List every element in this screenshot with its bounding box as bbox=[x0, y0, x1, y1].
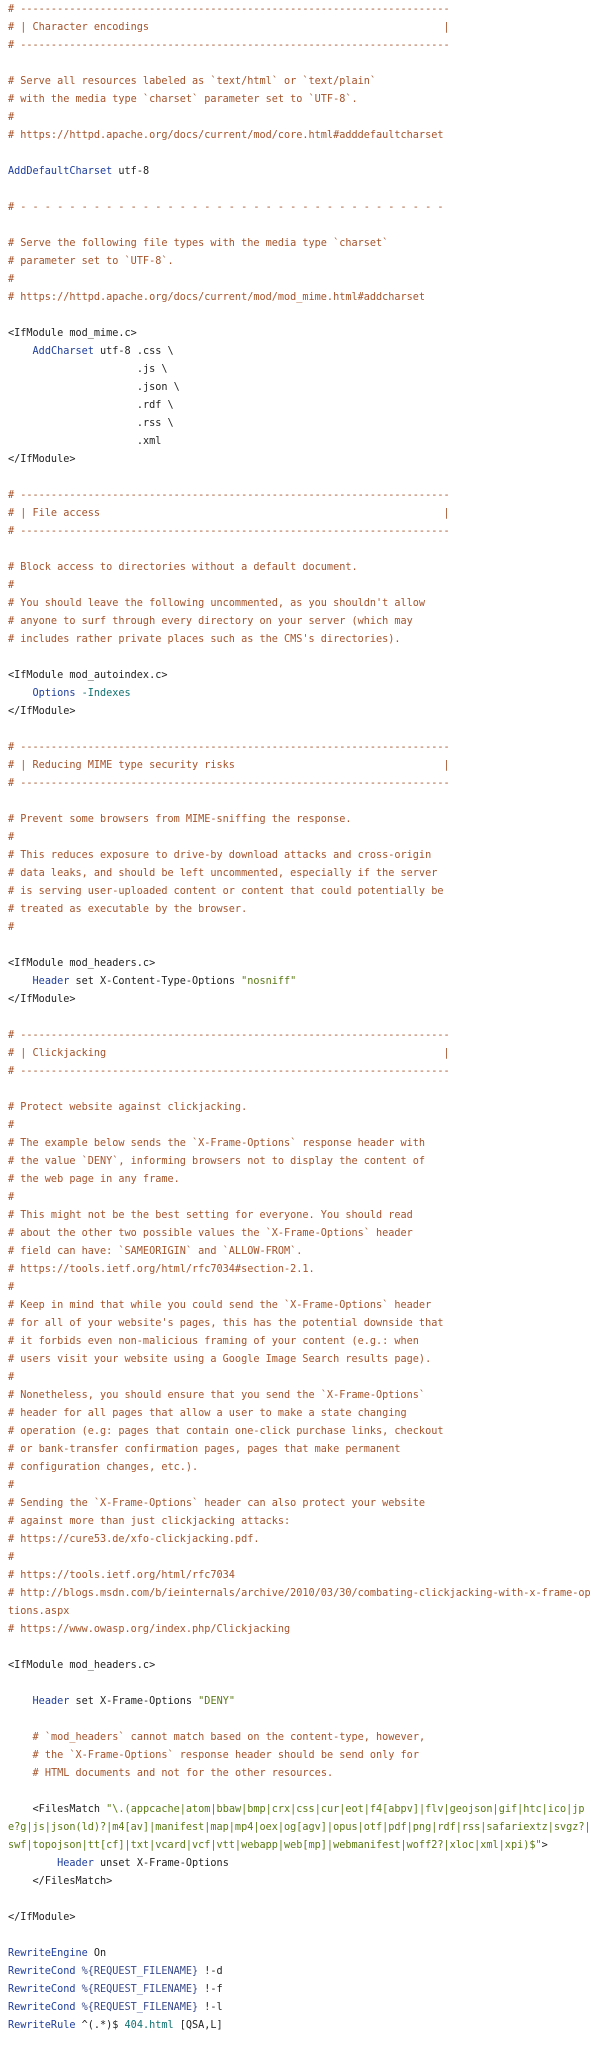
comment-line: # https://httpd.apache.org/docs/current/mod/mod_mime.html#addcharset bbox=[8, 292, 426, 303]
directive-keyword: RewriteCond bbox=[8, 2002, 76, 2013]
code-line bbox=[8, 1729, 592, 1747]
code-line bbox=[8, 541, 592, 559]
code-text: .js \ bbox=[8, 364, 168, 375]
directive-args: set X-Frame-Options bbox=[69, 1696, 199, 1707]
directive-value: %{REQUEST_FILENAME} bbox=[81, 1966, 199, 1977]
code-line bbox=[8, 1, 592, 19]
section-header: # ---------------------------------------------------------------------- bbox=[8, 778, 450, 789]
comment-line: # This might not be the best setting for everyone. You should read bbox=[8, 1210, 413, 1221]
directive-tail: !-l bbox=[198, 2002, 223, 2013]
code-line bbox=[8, 973, 592, 991]
section-header: # | File access | bbox=[8, 508, 450, 519]
section-header: # ---------------------------------------------------------------------- bbox=[8, 742, 450, 753]
code-line bbox=[8, 667, 592, 685]
code-line bbox=[8, 757, 592, 775]
directive-args: utf-8 bbox=[112, 166, 150, 177]
code-line bbox=[8, 1027, 592, 1045]
code-line bbox=[8, 811, 592, 829]
directive-keyword: Options bbox=[32, 688, 76, 699]
directive-args: On bbox=[87, 1948, 107, 1959]
comment-line: # field can have: `SAMEORIGIN` and `ALLOW-FROM`. bbox=[8, 1246, 303, 1257]
section-header: # | Reducing MIME type security risks | bbox=[8, 760, 450, 771]
code-line bbox=[8, 649, 592, 667]
code-line bbox=[8, 1243, 592, 1261]
directive-keyword: AddCharset bbox=[32, 346, 94, 357]
code-line bbox=[8, 55, 592, 73]
code-indent bbox=[8, 976, 33, 987]
section-header: # ---------------------------------------------------------------------- bbox=[8, 40, 450, 51]
code-line bbox=[8, 1369, 592, 1387]
code-line bbox=[8, 1585, 592, 1621]
code-line bbox=[8, 451, 592, 469]
module-tag: </FilesMatch> bbox=[8, 1876, 113, 1887]
code-line bbox=[8, 271, 592, 289]
section-header: # ---------------------------------------------------------------------- bbox=[8, 490, 450, 501]
code-line bbox=[8, 703, 592, 721]
comment-line: # Serve the following file types with the media type `charset` bbox=[8, 238, 389, 249]
directive-keyword: Header bbox=[57, 1858, 94, 1869]
code-line bbox=[8, 901, 592, 919]
directive-args: ^(.*)$ bbox=[75, 2020, 125, 2031]
code-line bbox=[8, 109, 592, 127]
code-line bbox=[8, 1333, 592, 1351]
code-line bbox=[8, 1549, 592, 1567]
code-line bbox=[8, 1045, 592, 1063]
code-line bbox=[8, 2017, 592, 2035]
code-line bbox=[8, 1639, 592, 1657]
code-line bbox=[8, 343, 592, 361]
comment-line: # This reduces exposure to drive-by download attacks and cross-origin bbox=[8, 850, 432, 861]
code-line bbox=[8, 793, 592, 811]
code-line bbox=[8, 1153, 592, 1171]
code-text: .json \ bbox=[8, 382, 180, 393]
code-indent bbox=[8, 346, 33, 357]
code-line bbox=[8, 1945, 592, 1963]
code-line bbox=[8, 127, 592, 145]
comment-line: # bbox=[8, 922, 15, 933]
comment-line: # Protect website against clickjacking. bbox=[8, 1102, 248, 1113]
code-line bbox=[8, 145, 592, 163]
code-text: .xml bbox=[8, 436, 162, 447]
module-tag: <IfModule mod_headers.c> bbox=[8, 1660, 156, 1671]
code-line bbox=[8, 1009, 592, 1027]
code-line bbox=[8, 1693, 592, 1711]
code-indent bbox=[8, 1696, 33, 1707]
code-line bbox=[8, 559, 592, 577]
comment-line: # You should leave the following uncommented, as you shouldn't allow bbox=[8, 598, 426, 609]
directive-args: utf-8 .css \ bbox=[93, 346, 174, 357]
code-line bbox=[8, 1351, 592, 1369]
directive-tail: [QSA,L] bbox=[173, 2020, 223, 2031]
comment-line: # https://cure53.de/xfo-clickjacking.pdf. bbox=[8, 1534, 260, 1545]
code-line bbox=[8, 1315, 592, 1333]
code-line bbox=[8, 1711, 592, 1729]
directive-tail: !-f bbox=[198, 1984, 223, 1995]
comment-line: # for all of your website's pages, this has the potential downside that bbox=[8, 1318, 444, 1329]
comment-line: # users visit your website using a Google Image Search results page). bbox=[8, 1354, 432, 1365]
code-line bbox=[8, 829, 592, 847]
comment-line: # Sending the `X-Frame-Options` header can also protect your website bbox=[8, 1498, 426, 1509]
code-line bbox=[8, 1387, 592, 1405]
code-line bbox=[8, 1891, 592, 1909]
comment-line: # treated as executable by the browser. bbox=[8, 904, 248, 915]
code-line bbox=[8, 1207, 592, 1225]
code-line bbox=[8, 1513, 592, 1531]
comment-line: # data leaks, and should be left uncommented, especially if the server bbox=[8, 868, 438, 879]
code-line bbox=[8, 181, 592, 199]
comment-line: # bbox=[8, 580, 15, 591]
code-line bbox=[8, 1441, 592, 1459]
code-line bbox=[8, 289, 592, 307]
code-line bbox=[8, 991, 592, 1009]
code-line bbox=[8, 163, 592, 181]
comment-line: # the web page in any frame. bbox=[8, 1174, 180, 1185]
comment-line: # anyone to surf through every directory on your server (which may bbox=[8, 616, 413, 627]
code-line bbox=[8, 1189, 592, 1207]
code-line bbox=[8, 235, 592, 253]
comment-line: # about the other two possible values the `X-Frame-Options` header bbox=[8, 1228, 413, 1239]
comment-line: # `mod_headers` cannot match based on the content-type, however, bbox=[8, 1732, 426, 1743]
code-line bbox=[8, 397, 592, 415]
comment-line: # https://httpd.apache.org/docs/current/mod/core.html#adddefaultcharset bbox=[8, 130, 444, 141]
section-header: # ---------------------------------------------------------------------- bbox=[8, 1066, 450, 1077]
code-line bbox=[8, 1621, 592, 1639]
module-tag: </IfModule> bbox=[8, 994, 76, 1005]
filesmatch-open: <FilesMatch bbox=[32, 1804, 107, 1815]
comment-line: # it forbids even non-malicious framing of your content (e.g.: when bbox=[8, 1336, 419, 1347]
comment-line: # bbox=[8, 1282, 15, 1293]
code-line bbox=[8, 847, 592, 865]
section-header: # ---------------------------------------------------------------------- bbox=[8, 526, 450, 537]
comment-line: # http://blogs.msdn.com/b/ieinternals/archive/2010/03/30/combating-clickjacking-with-x-frame-options.aspx bbox=[8, 1588, 591, 1617]
code-line bbox=[8, 217, 592, 235]
directive-value: "nosniff" bbox=[241, 976, 297, 987]
code-line bbox=[8, 1297, 592, 1315]
comment-line: # Serve all resources labeled as `text/html` or `text/plain` bbox=[8, 76, 377, 87]
code-line bbox=[8, 307, 592, 325]
comment-line: # header for all pages that allow a user to make a state changing bbox=[8, 1408, 407, 1419]
code-line bbox=[8, 1423, 592, 1441]
comment-line: # Block access to directories without a default document. bbox=[8, 562, 358, 573]
directive-args: unset X-Frame-Options bbox=[93, 1858, 229, 1869]
directive-keyword: RewriteRule bbox=[8, 2020, 76, 2031]
code-line bbox=[8, 37, 592, 55]
code-line bbox=[8, 685, 592, 703]
comment-line: # https://tools.ietf.org/html/rfc7034#section-2.1. bbox=[8, 1264, 315, 1275]
module-tag: <IfModule mod_mime.c> bbox=[8, 328, 137, 339]
code-line bbox=[8, 613, 592, 631]
comment-line: # https://tools.ietf.org/html/rfc7034 bbox=[8, 1570, 235, 1581]
code-line bbox=[8, 865, 592, 883]
code-line bbox=[8, 1675, 592, 1693]
module-tag: <IfModule mod_headers.c> bbox=[8, 958, 156, 969]
code-line bbox=[8, 1135, 592, 1153]
directive-keyword: RewriteEngine bbox=[8, 1948, 88, 1959]
comment-line: # configuration changes, etc.). bbox=[8, 1462, 199, 1473]
code-line bbox=[8, 1657, 592, 1675]
code-line bbox=[8, 1261, 592, 1279]
code-line bbox=[8, 199, 592, 217]
code-line bbox=[8, 1567, 592, 1585]
code-line bbox=[8, 721, 592, 739]
comment-line: # parameter set to `UTF-8`. bbox=[8, 256, 174, 267]
code-line bbox=[8, 505, 592, 523]
code-text: .rss \ bbox=[8, 418, 174, 429]
module-tag: </IfModule> bbox=[8, 1912, 76, 1923]
section-header: # | Character encodings | bbox=[8, 22, 450, 33]
comment-line: # Nonetheless, you should ensure that you send the `X-Frame-Options` bbox=[8, 1390, 426, 1401]
directive-value: %{REQUEST_FILENAME} bbox=[81, 1984, 199, 1995]
directive-keyword: Header bbox=[32, 976, 70, 987]
comment-line: # bbox=[8, 112, 15, 123]
comment-line: # bbox=[8, 1372, 15, 1383]
section-header: # | Clickjacking | bbox=[8, 1048, 450, 1059]
section-header: # ---------------------------------------------------------------------- bbox=[8, 1030, 450, 1041]
code-line bbox=[8, 1495, 592, 1513]
code-line bbox=[8, 523, 592, 541]
module-tag: </IfModule> bbox=[8, 454, 76, 465]
section-header: # ---------------------------------------------------------------------- bbox=[8, 4, 450, 15]
code-line bbox=[8, 937, 592, 955]
comment-line: # Prevent some browsers from MIME-sniffing the response. bbox=[8, 814, 352, 825]
section-header: # - - - - - - - - - - - - - - - - - - - - - - - - - - - - - - - - - - - bbox=[8, 202, 444, 213]
comment-line: # or bank-transfer confirmation pages, pages that make permanent bbox=[8, 1444, 401, 1455]
code-line bbox=[8, 1801, 592, 1855]
comment-line: # includes rather private places such as the CMS's directories). bbox=[8, 634, 401, 645]
code-line bbox=[8, 1405, 592, 1423]
code-line bbox=[8, 253, 592, 271]
code-line bbox=[8, 1117, 592, 1135]
code-line bbox=[8, 955, 592, 973]
directive-keyword: Header bbox=[32, 1696, 70, 1707]
comment-line: # bbox=[8, 1552, 15, 1563]
code-line bbox=[8, 91, 592, 109]
directive-value: -Indexes bbox=[81, 688, 131, 699]
comment-line: # The example below sends the `X-Frame-Options` response header with bbox=[8, 1138, 426, 1149]
comment-line: # the value `DENY`, informing browsers not to display the content of bbox=[8, 1156, 426, 1167]
code-line bbox=[8, 1855, 592, 1873]
code-line bbox=[8, 577, 592, 595]
directive-value: %{REQUEST_FILENAME} bbox=[81, 2002, 199, 2013]
code-line bbox=[8, 73, 592, 91]
code-indent bbox=[8, 1858, 57, 1869]
code-line bbox=[8, 415, 592, 433]
directive-value: "DENY" bbox=[198, 1696, 235, 1707]
filesmatch-close: > bbox=[541, 1840, 548, 1851]
directive-keyword: AddDefaultCharset bbox=[8, 166, 113, 177]
directive-keyword: RewriteCond bbox=[8, 1984, 76, 1995]
code-line bbox=[8, 1459, 592, 1477]
code-line bbox=[8, 919, 592, 937]
code-indent bbox=[8, 1804, 33, 1815]
directive-tail: !-d bbox=[198, 1966, 223, 1977]
code-line bbox=[8, 1927, 592, 1945]
comment-line: # with the media type `charset` parameter set to `UTF-8`. bbox=[8, 94, 358, 105]
comment-line: # bbox=[8, 1192, 15, 1203]
code-line bbox=[8, 1981, 592, 1999]
code-line bbox=[8, 1225, 592, 1243]
code-line bbox=[8, 469, 592, 487]
module-tag: </IfModule> bbox=[8, 706, 76, 717]
code-line bbox=[8, 595, 592, 613]
code-line bbox=[8, 631, 592, 649]
directive-args: set X-Content-Type-Options bbox=[69, 976, 242, 987]
code-line bbox=[8, 1279, 592, 1297]
comment-line: # Keep in mind that while you could send the `X-Frame-Options` header bbox=[8, 1300, 432, 1311]
comment-line: # operation (e.g: pages that contain one-click purchase links, checkout bbox=[8, 1426, 444, 1437]
code-line bbox=[8, 1765, 592, 1783]
comment-line: # https://www.owasp.org/index.php/Clickjacking bbox=[8, 1624, 291, 1635]
code-text: .rdf \ bbox=[8, 400, 174, 411]
code-line bbox=[8, 739, 592, 757]
comment-line: # bbox=[8, 1120, 15, 1131]
code-line bbox=[8, 1963, 592, 1981]
code-line bbox=[8, 379, 592, 397]
comment-line: # bbox=[8, 832, 15, 843]
code-line bbox=[8, 1909, 592, 1927]
code-line bbox=[8, 1171, 592, 1189]
comment-line: # HTML documents and not for the other resources. bbox=[8, 1768, 334, 1779]
directive-keyword: RewriteCond bbox=[8, 1966, 76, 1977]
code-line bbox=[8, 487, 592, 505]
module-tag: <IfModule mod_autoindex.c> bbox=[8, 670, 168, 681]
code-line bbox=[8, 325, 592, 343]
code-line bbox=[8, 433, 592, 451]
code-line bbox=[8, 883, 592, 901]
code-line bbox=[8, 1477, 592, 1495]
filesmatch-pattern: "\.(appcache|atom|bbaw|bmp|crx|css|cur|eot|f4[abpv]|flv|geojson|gif|htc|ico|jpe?g|js|json(ld)?|m4[av]|manifest|map|mp4|oex|og[agv]|opus|otf|pdf|png|rdf|rss|safariextz|svgz?|swf|topojson|tt[cf]|txt|vcard|vcf|vtt|webapp|web[mp]|webmanifest|woff2?|xloc|xml|xpi)$" bbox=[8, 1804, 591, 1851]
code-line bbox=[8, 1747, 592, 1765]
code-line bbox=[8, 361, 592, 379]
code-line bbox=[8, 1081, 592, 1099]
code-line bbox=[8, 1873, 592, 1891]
code-line bbox=[8, 1099, 592, 1117]
comment-line: # the `X-Frame-Options` response header should be send only for bbox=[8, 1750, 419, 1761]
code-line bbox=[8, 1531, 592, 1549]
comment-line: # bbox=[8, 274, 15, 285]
code-line bbox=[8, 1063, 592, 1081]
code-indent bbox=[8, 688, 33, 699]
comment-line: # is serving user-uploaded content or content that could potentially be bbox=[8, 886, 444, 897]
code-line bbox=[8, 19, 592, 37]
comment-line: # bbox=[8, 1480, 15, 1491]
directive-value: 404.html bbox=[124, 2020, 174, 2031]
code-line bbox=[8, 1783, 592, 1801]
comment-line: # against more than just clickjacking attacks: bbox=[8, 1516, 291, 1527]
code-line bbox=[8, 775, 592, 793]
code-line bbox=[8, 1999, 592, 2017]
